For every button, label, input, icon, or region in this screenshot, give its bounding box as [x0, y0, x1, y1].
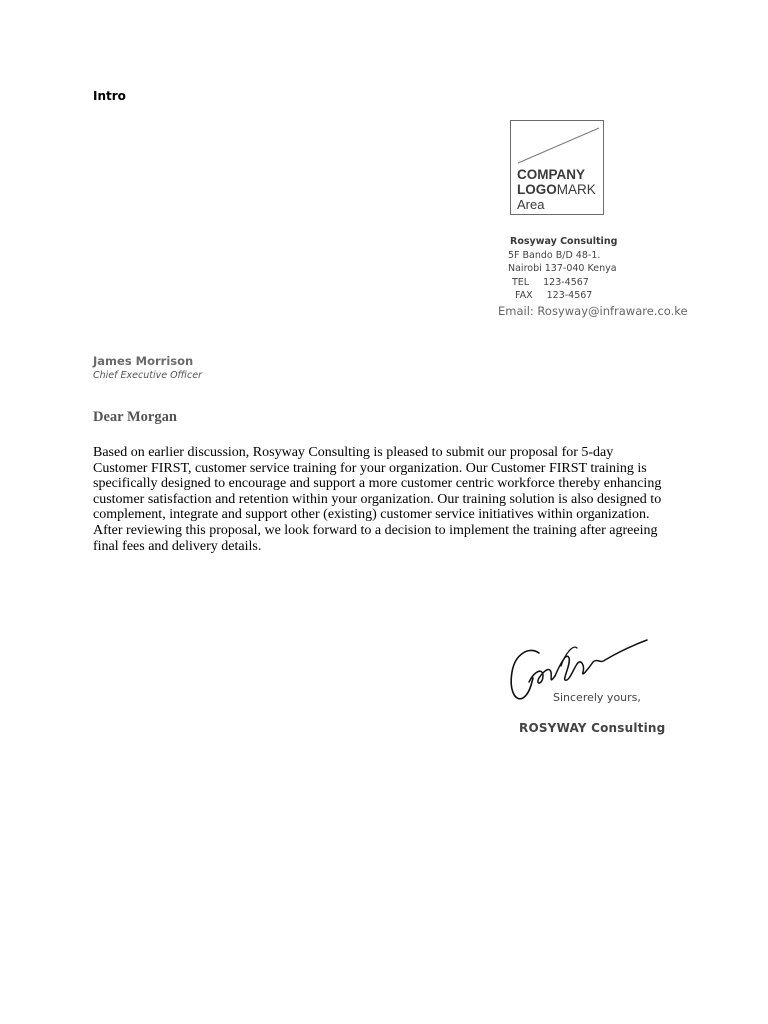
logo-line-area: Area: [517, 197, 545, 212]
company-address-line-1: 5F Bando B/D 48-1.: [508, 249, 601, 261]
company-tel-line: [498, 276, 688, 290]
logo-word-logo: LOGO: [517, 182, 557, 197]
body-line: Customer FIRST, customer service training for your organization. Our Customer FIRST training is: [93, 460, 647, 476]
fax-label: FAX: [515, 290, 533, 301]
company-address-line-2: Nairobi 137-040 Kenya: [508, 263, 617, 274]
logo-line-company: COMPANY: [517, 167, 586, 182]
sender-name: James Morrison: [93, 354, 194, 368]
body-line: final fees and delivery details.: [93, 538, 262, 554]
body-line: specifically designed to encourage and support a more customer centric workforce thereby enhancing: [93, 476, 662, 492]
section-label: Intro: [93, 89, 126, 103]
body-line: complement, integrate and support other (existing) customer service initiatives within organization.: [93, 507, 650, 523]
company-name: Rosyway Consulting: [510, 236, 618, 247]
company-contact-block: [498, 235, 688, 318]
company-logo-placeholder: [510, 120, 604, 215]
tel-number: 123-4567: [543, 276, 589, 288]
logo-word-mark: MARK: [556, 182, 596, 197]
letter-body: [93, 445, 683, 554]
body-line: After reviewing this proposal, we look forward to a decision to implement the training after agreeing: [93, 522, 658, 538]
salutation: Dear Morgan: [93, 409, 177, 425]
closing-company-name: ROSYWAY Consulting: [519, 721, 666, 735]
logo-line-logomark: [517, 182, 596, 197]
body-line: Based on earlier discussion, Rosyway Consulting is pleased to submit our proposal for 5-day: [93, 445, 614, 460]
tel-label: TEL: [512, 276, 530, 288]
body-line: customer satisfaction and retention within your organization. Our training solution is also designed to: [93, 491, 662, 507]
sender-title: Chief Executive Officer: [93, 370, 203, 381]
company-fax-line: [498, 289, 688, 303]
fax-number: 123-4567: [546, 290, 593, 301]
logo-text: [517, 167, 596, 212]
company-email: Email: Rosyway@infraware.co.ke: [498, 303, 688, 318]
closing-phrase: Sincerely yours,: [553, 691, 641, 704]
